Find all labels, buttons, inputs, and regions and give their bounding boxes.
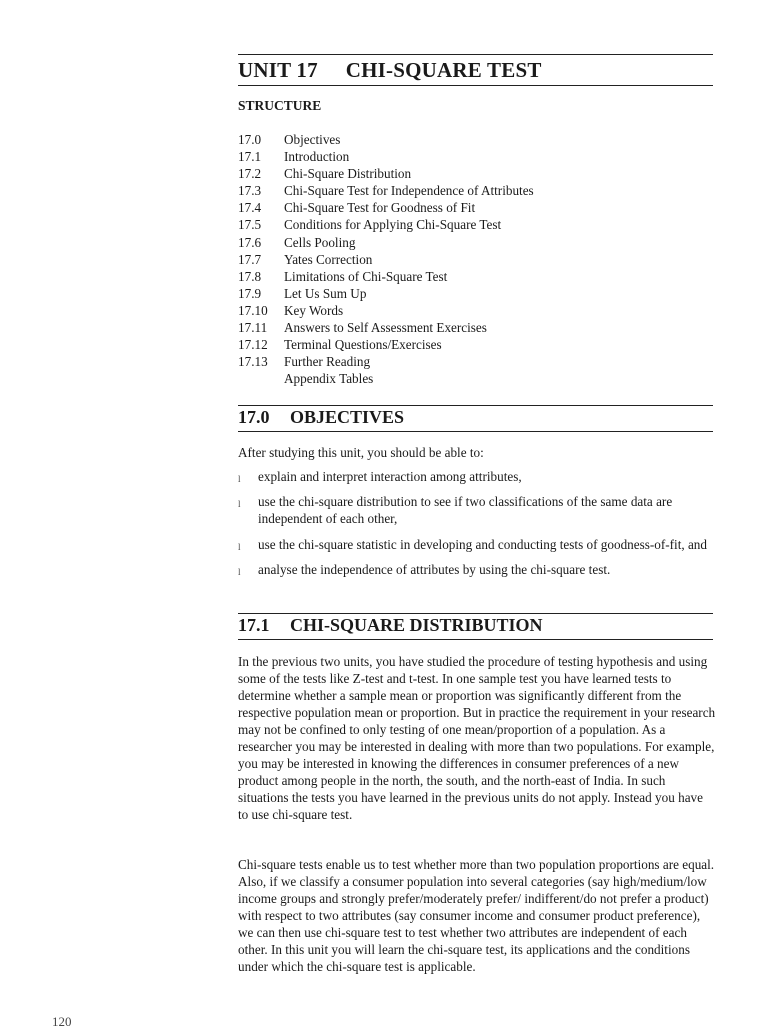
toc-item <box>238 268 534 285</box>
toc-text: Conditions for Applying Chi-Square Test <box>284 217 502 233</box>
toc-num: 17.4 <box>238 200 262 216</box>
bullet-icon: l <box>238 474 241 484</box>
toc-text: Cells Pooling <box>284 234 356 250</box>
objective-text: analyse the independence of attributes by using the chi-square test. <box>258 561 611 577</box>
objectives-header <box>238 405 713 432</box>
objective-text: explain and interpret interaction among attributes, <box>258 469 522 484</box>
toc-num: 17.7 <box>238 251 262 267</box>
toc-text: Chi-Square Test for Goodness of Fit <box>284 200 476 216</box>
toc-item <box>238 285 534 302</box>
toc-num: 17.1 <box>238 149 262 165</box>
toc-num: 17.13 <box>238 354 268 370</box>
toc-num: 17.3 <box>238 183 262 199</box>
bullet-icon: l <box>238 541 241 552</box>
body-paragraph: In the previous two units, you have studied the procedure of testing hypothesis and using some of the tests like Z-test and t-test. In one sample test you have learned tests to determine whether a sample mean or proportion was significantly different from the respective population mean or proportion. But in practice the requirement in your research may not be confined to only testing of one mean/proportion of a population. As a researcher you may be interested in dealing with more than two populations. For example, you may be interested in knowing the differences in consumer preferences of a new product among people in the north, the south, and the north-east of India. In such situations the tests you have learned in the previous units do not apply. Instead you have to use chi-square test. <box>238 654 716 823</box>
objective-text: use the chi-square statistic in developing and conducting tests of goodness-of-fit, and <box>258 536 707 552</box>
bullet-icon: l <box>238 566 241 577</box>
unit-header <box>238 54 713 86</box>
toc-text: Let Us Sum Up <box>284 285 367 301</box>
unit-label: UNIT 17 <box>238 58 318 82</box>
distribution-header <box>238 613 713 640</box>
toc-text: Appendix Tables <box>284 371 374 387</box>
toc-text: Chi-Square Test for Independence of Attributes <box>284 183 534 199</box>
toc-item <box>238 131 534 148</box>
toc-text: Limitations of Chi-Square Test <box>284 268 448 284</box>
toc-text: Introduction <box>284 149 350 165</box>
toc-item <box>238 319 534 336</box>
toc-item <box>238 148 534 165</box>
toc-item <box>238 302 534 319</box>
objectives-intro: After studying this unit, you should be able to: <box>238 445 484 460</box>
objective-item <box>238 494 713 528</box>
toc-text: Objectives <box>284 132 341 147</box>
objective-text: use the chi-square distribution to see if two classifications of the same data are independent of each other, <box>258 494 673 527</box>
toc-item <box>238 182 534 199</box>
page-number: 120 <box>52 1014 72 1029</box>
toc-num: 17.10 <box>238 302 268 318</box>
objectives-title <box>238 407 404 428</box>
toc-text: Yates Correction <box>284 251 373 267</box>
toc-num: 17.6 <box>238 234 262 250</box>
unit-title-text: CHI-SQUARE TEST <box>345 58 542 82</box>
unit-title <box>238 58 542 83</box>
section-number: 17.0 <box>238 407 270 427</box>
objectives-list <box>238 469 713 587</box>
toc-text: Further Reading <box>284 354 371 370</box>
section-title: OBJECTIVES <box>290 407 405 427</box>
toc-num: 17.2 <box>238 166 262 182</box>
toc-num: 17.0 <box>238 132 262 147</box>
toc-item <box>238 199 534 216</box>
toc-item <box>238 251 534 268</box>
toc-item <box>238 216 534 233</box>
toc-text: Terminal Questions/Exercises <box>284 337 442 353</box>
toc-text: Chi-Square Distribution <box>284 166 412 182</box>
toc-num: 17.11 <box>238 320 268 336</box>
structure-label: STRUCTURE <box>238 98 322 113</box>
toc-item <box>238 336 534 353</box>
table-of-contents <box>238 131 534 387</box>
toc-num: 17.5 <box>238 217 262 233</box>
section-number: 17.1 <box>238 615 270 635</box>
toc-num: 17.12 <box>238 337 268 353</box>
toc-item <box>238 353 534 370</box>
toc-item <box>238 370 534 387</box>
objective-item <box>238 469 713 486</box>
objective-item <box>238 537 713 554</box>
toc-item <box>238 234 534 251</box>
distribution-title <box>238 615 543 636</box>
toc-num: 17.8 <box>238 268 262 284</box>
toc-text: Key Words <box>284 302 344 318</box>
bullet-icon: l <box>238 499 241 510</box>
body-paragraph: Chi-square tests enable us to test whether more than two population proportions are equal. Also, if we classify a consumer population into several categories (say high/medium/low income groups and strongly prefer/moderately prefer/ indifferent/do not prefer a product) with respect to two attributes (say consumer income and consumer product preference), we can then use chi-square test to test whether two attributes are independent of each other. In this unit you will learn the chi-square test, its applications and the conditions under which the chi-square test is applicable. <box>238 857 715 975</box>
section-title: CHI-SQUARE DISTRIBUTION <box>290 615 543 635</box>
toc-item <box>238 165 534 182</box>
toc-num: 17.9 <box>238 285 262 301</box>
objective-item <box>238 562 713 579</box>
toc-text: Answers to Self Assessment Exercises <box>284 320 487 336</box>
